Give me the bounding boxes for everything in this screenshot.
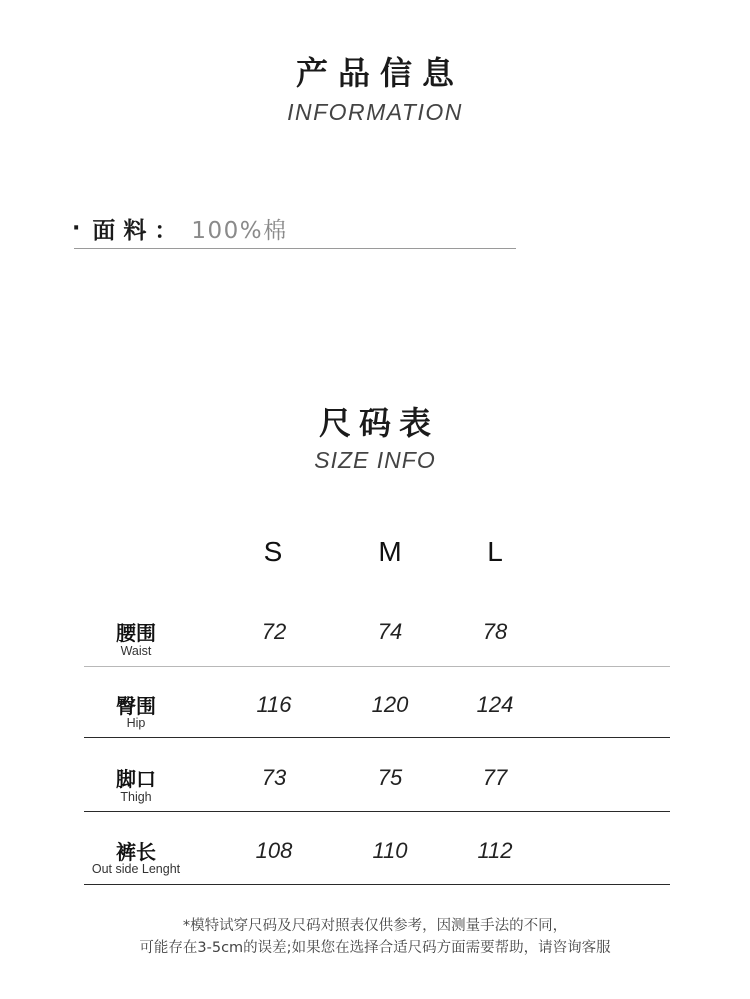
product-info-title: 产品信息 [295, 54, 464, 92]
size-cell: 75 [377, 765, 403, 790]
fabric-bullet: · [72, 215, 81, 241]
size-column-l: L [487, 536, 503, 567]
row-label-cn: 脚口 [116, 767, 156, 791]
row-label-en: Waist [120, 644, 152, 658]
row-label-cn: 腰围 [116, 621, 156, 645]
fabric-label: 面料： [92, 217, 186, 244]
size-cell: 78 [482, 619, 508, 644]
size-cell: 116 [256, 692, 292, 717]
row-label-cn: 裤长 [116, 840, 156, 864]
size-cell: 124 [476, 692, 514, 717]
row-label-en: Thigh [120, 790, 152, 804]
row-label-cn: 臀围 [116, 694, 156, 718]
size-cell: 120 [371, 692, 409, 717]
fabric-value: 100%棉 [191, 217, 288, 244]
product-info-subtitle: INFORMATION [287, 99, 463, 125]
size-chart-subtitle: SIZE INFO [314, 447, 436, 473]
row-divider [84, 811, 670, 812]
row-label-en: Out side Lenght [91, 862, 181, 876]
size-chart-title: 尺码表 [318, 404, 439, 442]
row-label-en: Hip [126, 716, 146, 730]
fabric-divider [74, 248, 516, 249]
size-column-s: S [263, 536, 283, 567]
size-cell: 73 [261, 765, 287, 790]
size-cell: 74 [377, 619, 403, 644]
fabric-row [72, 210, 288, 246]
size-cell: 108 [255, 838, 293, 863]
row-divider [84, 666, 670, 667]
row-divider [84, 737, 670, 738]
row-divider [84, 884, 670, 885]
size-cell: 110 [372, 838, 408, 863]
size-cell: 72 [261, 619, 287, 644]
size-cell: 112 [477, 838, 513, 863]
size-cell: 77 [482, 765, 508, 790]
size-column-m: M [378, 536, 402, 567]
size-note-line-2: 可能存在3-5cm的误差;如果您在选择合适尺码方面需要帮助，请咨询客服 [139, 940, 611, 956]
size-note-line-1: *模特试穿尺码及尺码对照表仅供参考，因测量手法的不同， [182, 918, 568, 934]
